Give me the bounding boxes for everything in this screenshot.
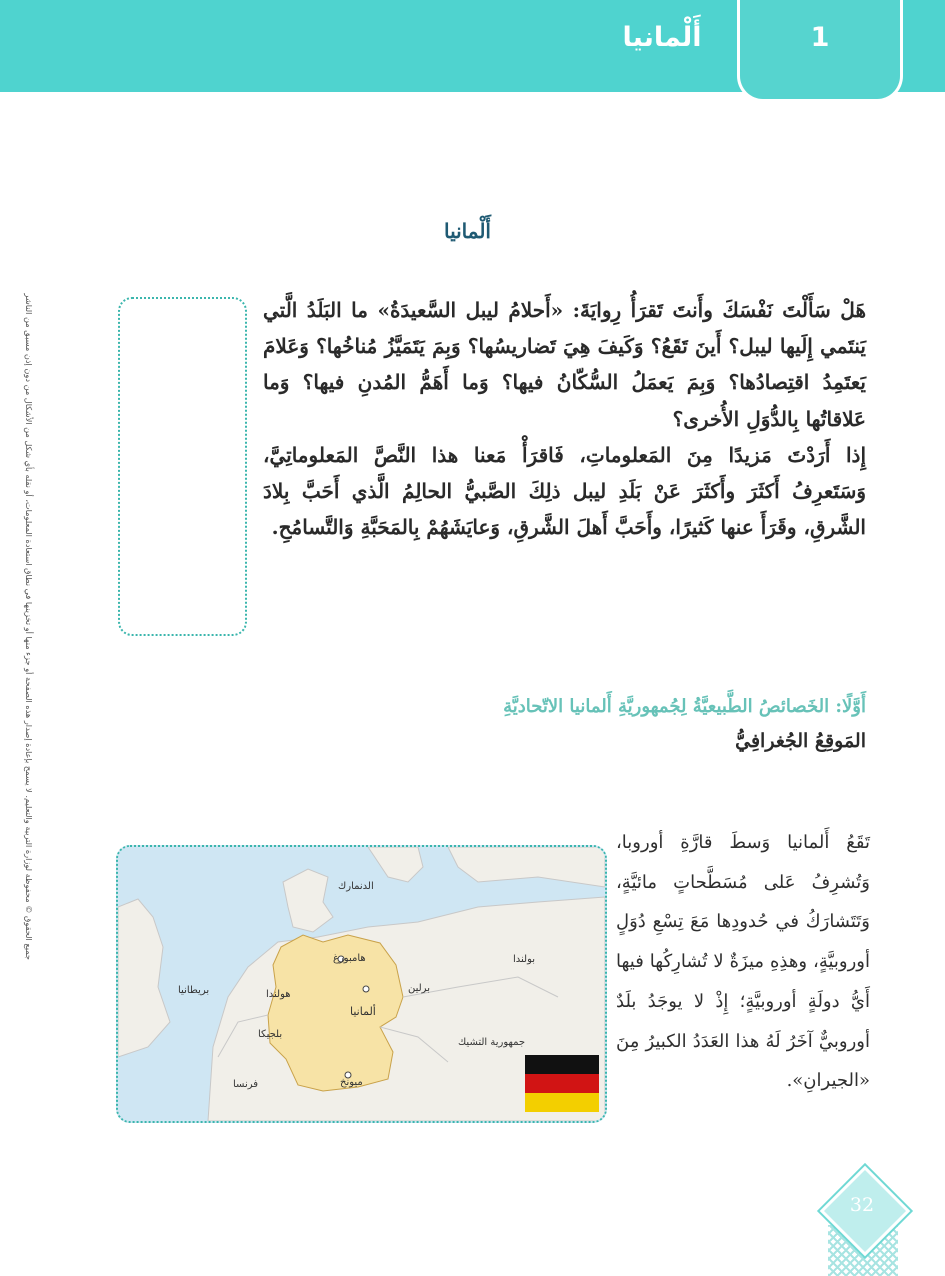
- label-france: فرنسا: [233, 1079, 259, 1090]
- copyright-notice: جميع الحقوق © محفوظة لوزارة التربية والتعليم. لا يسمح بإعادة إصدار هذه الصفحة أو جزء منها أو تخزينها في نطاق استعادة المعلومات، أو نقله بأي شكل من الأشكال من دون إذن مسبق من الناشر: [24, 293, 34, 960]
- chapter-number: 1: [810, 22, 830, 53]
- label-czech: جمهورية التشيك: [458, 1037, 526, 1048]
- header-bar: [0, 0, 945, 92]
- label-berlin: برلين: [408, 983, 430, 994]
- page-title: أَلْمانيا: [443, 219, 491, 243]
- label-denmark: الدنمارك: [338, 881, 374, 892]
- notes-box: [118, 297, 247, 636]
- label-netherlands: هولندا: [266, 989, 291, 1000]
- intro-text: [263, 292, 866, 545]
- label-belgium: بلجيكا: [258, 1029, 283, 1040]
- sub-heading: المَوقِعُ الجُغرافِيُّ: [735, 730, 866, 752]
- label-munich: ميونخ: [340, 1077, 363, 1088]
- city-dot: [363, 986, 369, 992]
- flag-stripe-gold: [525, 1093, 599, 1112]
- chapter-tab: [737, 0, 903, 102]
- section-heading: أَوَّلًا: الخَصائصُ الطَّبيعيَّةُ لِجُمهوريَّةِ أَلمانيا الاتّحاديَّةِ: [503, 696, 866, 717]
- label-hamburg: هامبورغ: [333, 953, 366, 964]
- flag-stripe-red: [525, 1074, 599, 1093]
- page-number-badge: [818, 1175, 906, 1276]
- label-germany: ألمانيا: [350, 1005, 376, 1018]
- geography-text: تَقَعُ أَلمانيا وَسطَ قارَّةِ أوروبا، وَتُشرِفُ عَلى مُسَطَّحاتٍ مائيَّةٍ، وَتَتَشارَكُ في حُدودِها مَعَ تِسْعِ دُوَلٍ أوروبيَّةٍ، وهذِهِ ميزَةٌ لا تُشارِكُها فيها أَيُّ دولَةٍ أوروبيَّةٍ؛ إِذْ لا يوجَدُ بلَدٌ أوروبيٌّ آخَرُ لَهُ هذا العَدَدُ الكبيرُ مِنَ «الجيرانِ».: [616, 832, 870, 1092]
- page-number: 32: [849, 1194, 875, 1216]
- intro-paragraph-2: إِذا أَرَدْتَ مَزيدًا مِنَ المَعلوماتِ، فَاقرَأْ مَعنا هذا النَّصَّ المَعلوماتِيَّ، وَسَتَعرِفُ أَكثَرَ وأَكثَرَ عَنْ بَلَدِ ليبل ذلِكَ الصَّبيُّ الحالِمُ الَّذي أَحَبَّ بِلادَ الشَّرقِ، وقَرَأَ عنها كَثيرًا، وأَحَبَّ أَهلَ الشَّرقِ، وَعايَشَهُمْ بِالمَحَبَّةِ وَالتَّسامُحِ.: [263, 442, 866, 540]
- label-poland: بولندا: [513, 954, 536, 965]
- flag-stripe-black: [525, 1055, 599, 1074]
- chapter-title: أَلْمانيا: [622, 22, 702, 53]
- map-svg: [118, 847, 605, 1121]
- germany-map: [116, 845, 607, 1123]
- intro-paragraph-1: هَلْ سَأَلْتَ نَفْسَكَ وأَنتَ تَقرَأُ رِوايَةَ: «أَحلامُ ليبل السَّعيدَةُ» ما البَلَدُ الَّتي يَنتَمي إِلَيها ليبل؟ أَينَ تَقَعُ؟ وَكَيفَ هِيَ تَضاريسُها؟ وَبِمَ يَتَمَيَّزُ مُناخُها؟ وَعَلامَ يَعتَمِدُ اقتِصادُها؟ وَبِمَ يَعمَلُ السُّكّانُ فيها؟ وَما أَهَمُّ المُدنِ فيها؟ وَما عَلاقاتُها بِالدُّوَلِ الأُخرى؟: [263, 298, 866, 431]
- label-britain: بريطانيا: [178, 985, 210, 996]
